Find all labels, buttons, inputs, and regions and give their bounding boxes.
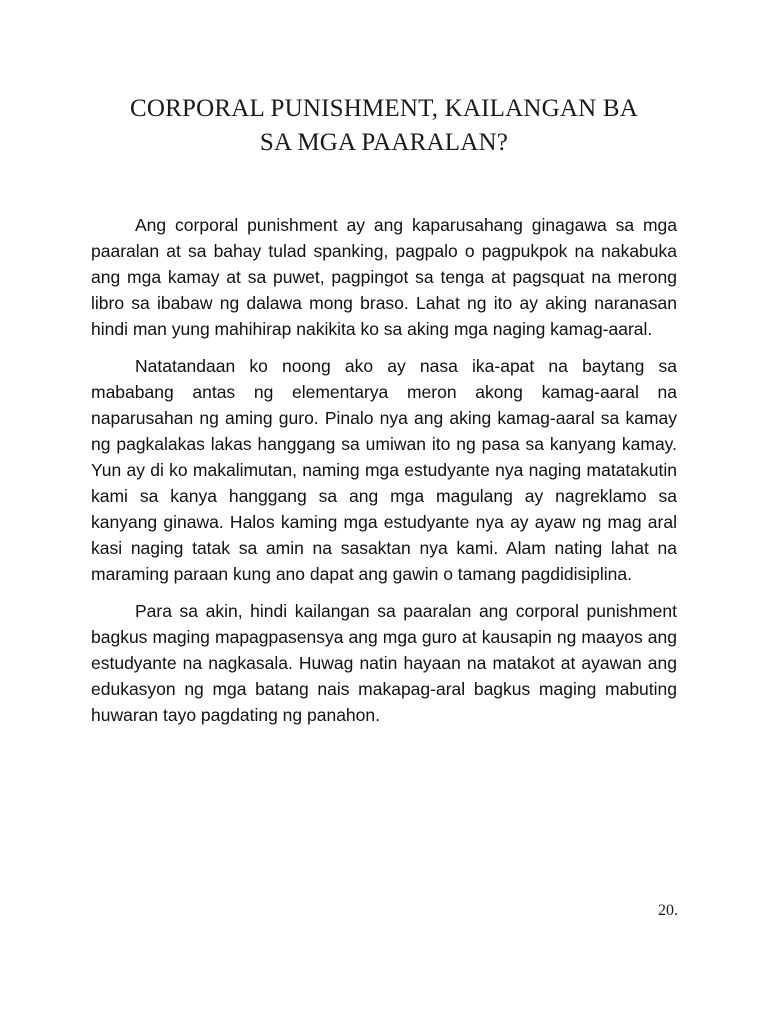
paragraph-1: Ang corporal punishment ay ang kaparusahang ginagawa sa mga paaralan at sa bahay tulad spanking, pagpalo o pagpukpok na nakabuka ang mga kamay at sa puwet, pagpingot sa tenga at pagsquat na merong libro sa ibabaw ng dalawa mong braso. Lahat ng ito ay aking naranasan hindi man yung mahihirap nakikita ko sa aking mga naging kamag-aaral. (91, 215, 677, 339)
page-number: 20. (658, 902, 678, 919)
page-title (60, 92, 708, 160)
paragraph-2: Natatandaan ko noong ako ay nasa ika-apat na baytang sa mababang antas ng elementarya meron akong kamag-aaral na naparusahan ng aming guro. Pinalo nya ang aking kamag-aaral sa kamay ng pagkalakas lakas hanggang sa umiwan ito ng pasa sa kanyang kamay. Yun ay di ko makalimutan, naming mga estudyante nya naging matatakutin kami sa kanya hanggang sa ang mga magulang ay nagreklamo sa kanyang ginawa. Halos kaming mga estudyante nya ay ayaw ng mag aral kasi naging tatak sa amin na sasaktan nya kami. Alam nating lahat na maraming paraan kung ano dapat ang gawin o tamang pagdidisiplina. (91, 356, 677, 584)
body-text (91, 212, 677, 739)
paragraph-3: Para sa akin, hindi kailangan sa paaralan ang corporal punishment bagkus maging mapagpasensya ang mga guro at kausapin ng maayos ang estudyante na nagkasala. Huwag natin hayaan na matakot at ayawan ang edukasyon ng mga batang nais makapag-aral bagkus maging mabuting huwaran tayo pagdating ng panahon. (91, 601, 677, 725)
title-line-1: CORPORAL PUNISHMENT, KAILANGAN BA (129, 95, 638, 122)
title-line-2: SA MGA PAARALAN? (259, 129, 509, 156)
